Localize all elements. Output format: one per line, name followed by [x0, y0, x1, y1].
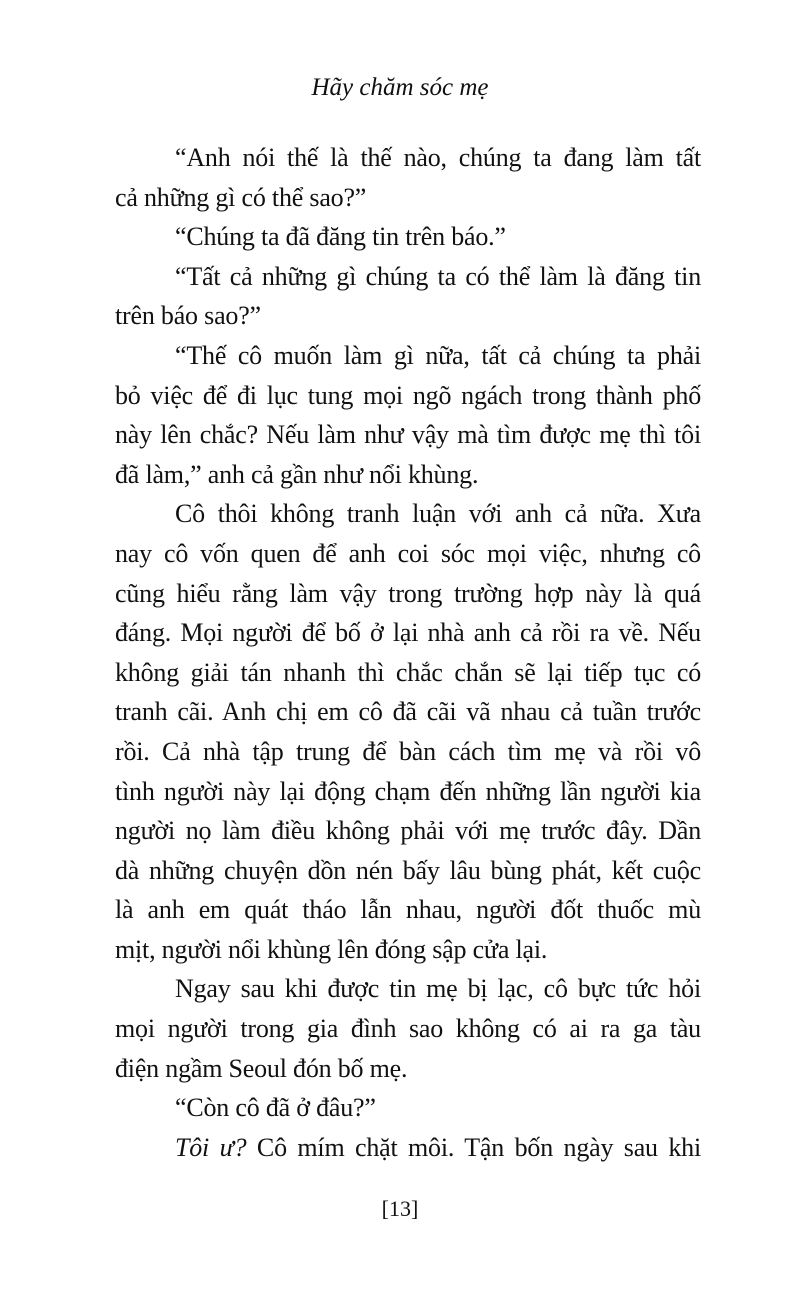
text-line	[115, 257, 701, 297]
line-text: mọi người trong gia đình sao không có ai ra ga tàu	[115, 1014, 701, 1044]
line-text: Cô thôi không tranh luận với anh cả nữa. Xưa	[175, 499, 701, 529]
line-text: cũng hiểu rằng làm vậy trong trường hợp này là quá	[115, 578, 701, 608]
text-line	[115, 178, 701, 218]
line-text: Ngay sau khi được tin mẹ bị lạc, cô bực tức hỏi	[175, 974, 701, 1004]
line-text: Cô mím chặt môi. Tận bốn ngày sau khi	[246, 1132, 701, 1162]
text-line	[115, 138, 701, 178]
line-text: rồi. Cả nhà tập trung để bàn cách tìm mẹ và rồi vô	[115, 736, 701, 766]
text-line	[115, 811, 701, 851]
line-text: tình người này lại động chạm đến những lần người kia	[115, 776, 701, 806]
text-line	[115, 732, 701, 772]
text-line	[115, 851, 701, 891]
text-line	[115, 772, 701, 812]
text-line	[115, 890, 701, 930]
line-text: nay cô vốn quen để anh coi sóc mọi việc, nhưng cô	[115, 538, 701, 568]
text-line	[115, 296, 701, 336]
text-line	[115, 336, 701, 376]
line-text: “Chúng ta đã đăng tin trên báo.”	[175, 222, 506, 252]
text-line	[115, 455, 701, 495]
line-text: đáng. Mọi người để bố ở lại nhà anh cả rồi ra về. Nếu	[115, 618, 701, 648]
line-text: “Anh nói thế là thế nào, chúng ta đang làm tất	[175, 143, 701, 172]
text-line	[115, 1128, 701, 1168]
text-line	[115, 574, 701, 614]
text-line	[115, 1088, 701, 1128]
line-text: đã làm,” anh cả gần như nổi khùng.	[115, 459, 479, 489]
line-text: “Thế cô muốn làm gì nữa, tất cả chúng ta phải	[175, 340, 701, 370]
text-line	[115, 1009, 701, 1049]
running-head: Hãy chăm sóc mẹ	[311, 74, 489, 101]
page-number: [13]	[381, 1196, 419, 1221]
text-line	[115, 494, 701, 534]
text-line	[115, 692, 701, 732]
line-text: “Tất cả những gì chúng ta có thể làm là đăng tin	[175, 261, 701, 291]
line-text: tranh cãi. Anh chị em cô đã cãi vã nhau cả tuần trước	[115, 697, 701, 727]
text-line	[115, 930, 701, 970]
line-text: “Còn cô đã ở đâu?”	[175, 1093, 376, 1123]
text-line	[115, 969, 701, 1009]
line-text: không giải tán nhanh thì chắc chắn sẽ lại tiếp tục có	[115, 657, 701, 687]
line-text: là anh em quát tháo lẫn nhau, người đốt thuốc mù	[115, 895, 701, 925]
line-text: dà những chuyện dồn nén bấy lâu bùng phát, kết cuộc	[115, 855, 701, 885]
text-line	[115, 376, 701, 416]
body-text	[115, 138, 701, 1167]
line-text: này lên chắc? Nếu làm như vậy mà tìm được mẹ thì tôi	[115, 420, 701, 450]
line-text: mịt, người nổi khùng lên đóng sập cửa lại.	[115, 934, 548, 964]
text-line	[115, 1049, 701, 1089]
line-text: điện ngầm Seoul đón bố mẹ.	[115, 1053, 408, 1083]
line-text: cả những gì có thể sao?”	[115, 182, 367, 212]
line-text: trên báo sao?”	[115, 301, 261, 331]
text-line	[115, 534, 701, 574]
text-line	[115, 613, 701, 653]
text-line	[115, 415, 701, 455]
italic-text: Tôi ư?	[175, 1132, 247, 1162]
text-line	[115, 653, 701, 693]
line-text: bỏ việc để đi lục tung mọi ngõ ngách trong thành phố	[115, 380, 701, 410]
line-text: người nọ làm điều không phải với mẹ trước đây. Dần	[115, 816, 701, 846]
text-line	[115, 217, 701, 257]
